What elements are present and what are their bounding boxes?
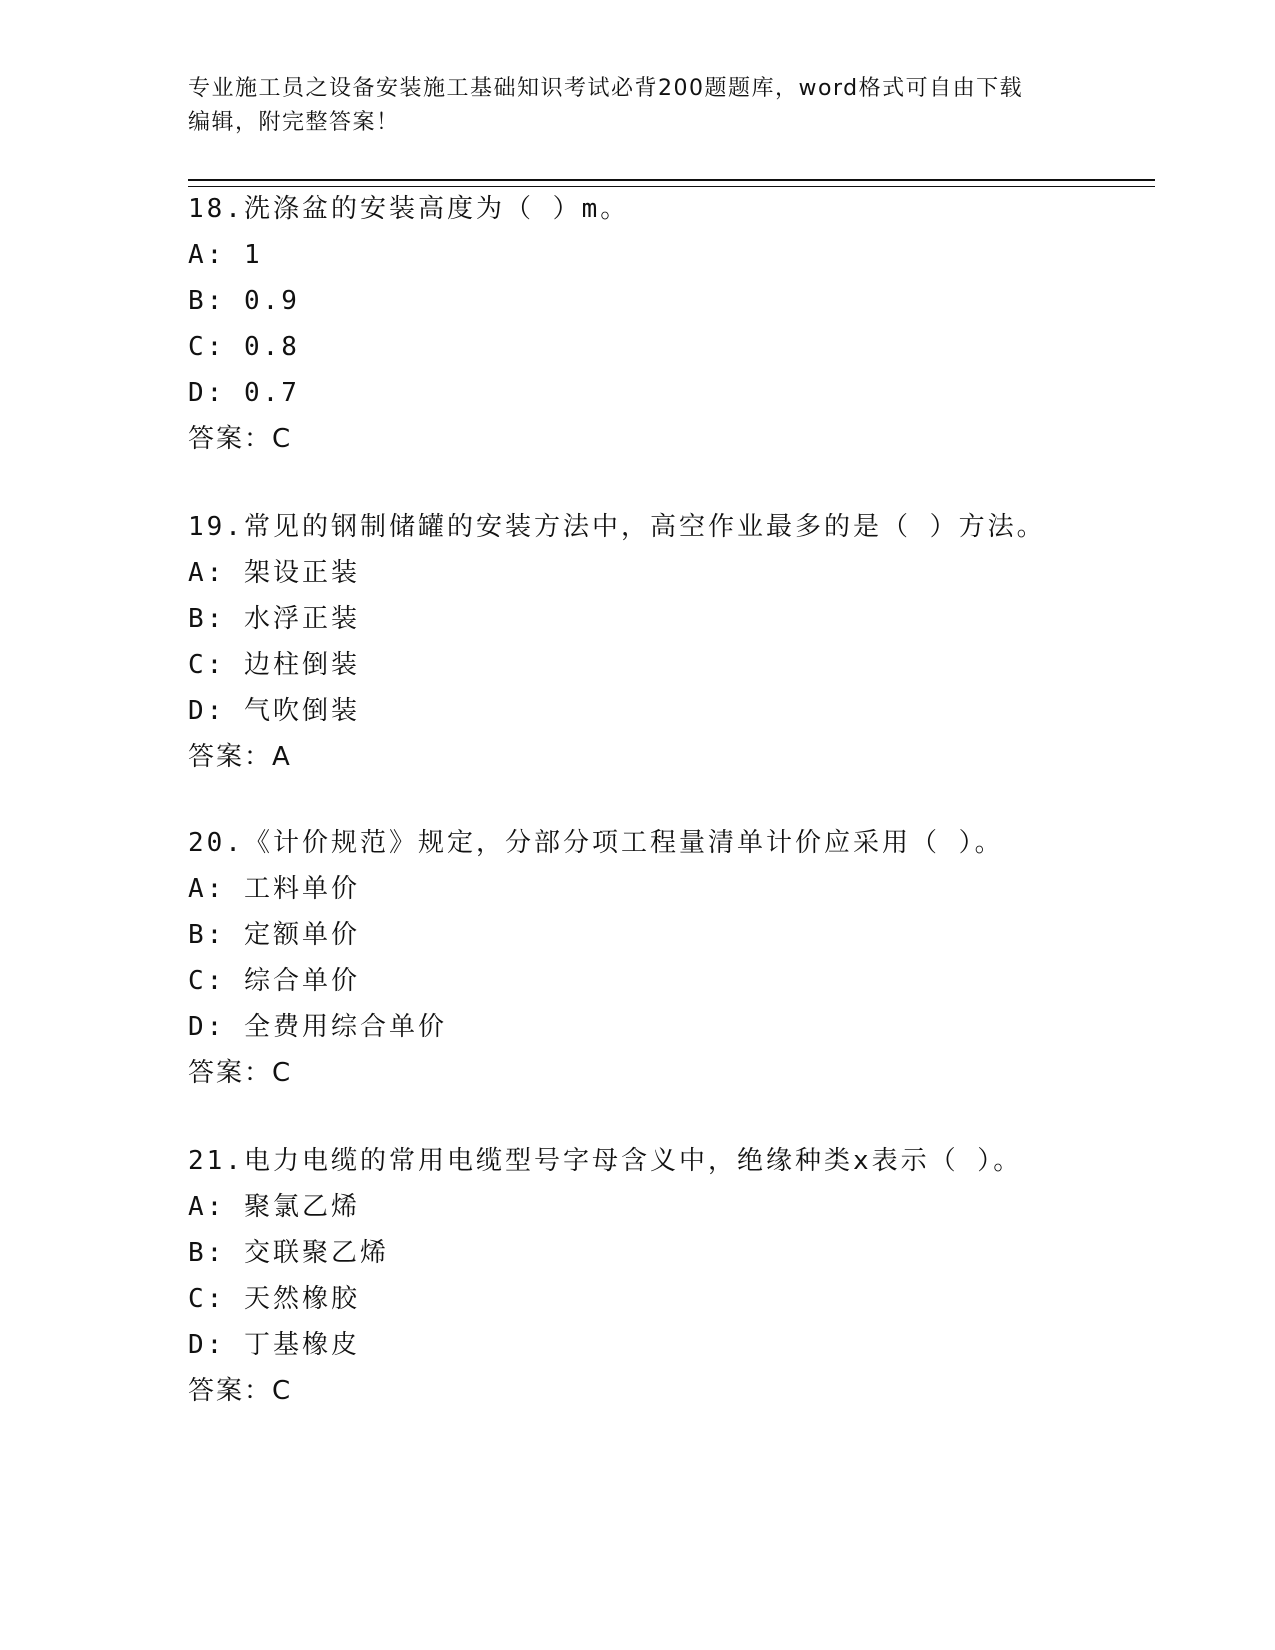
option-b: B: 0.9 — [188, 286, 300, 316]
option-a: A: 1 — [188, 240, 263, 270]
option-d: D: 0.7 — [188, 378, 300, 408]
option-b: B: 水浮正装 — [188, 604, 360, 634]
option-d: D: 气吹倒装 — [188, 696, 360, 726]
option-c: C: 综合单价 — [188, 966, 360, 996]
option-a: A: 架设正装 — [188, 558, 360, 588]
option-b: B: 定额单价 — [188, 920, 360, 950]
answer-line: 答案：C — [188, 424, 293, 454]
header-line-2: 编辑，附完整答案！ — [188, 110, 400, 135]
document-header — [188, 72, 1088, 140]
option-c: C: 天然橡胶 — [188, 1284, 360, 1314]
question-title: 20.《计价规范》规定，分部分项工程量清单计价应采用（ ）。 — [188, 828, 1004, 858]
question-title: 18.洗涤盆的安装高度为（ ）m。 — [188, 194, 630, 224]
question-title: 19.常见的钢制储罐的安装方法中，高空作业最多的是（ ）方法。 — [188, 512, 1046, 542]
option-d: D: 全费用综合单价 — [188, 1012, 447, 1042]
question-19 — [188, 504, 1148, 780]
question-21 — [188, 1138, 1148, 1414]
option-c: C: 边柱倒装 — [188, 650, 360, 680]
option-a: A: 聚氯乙烯 — [188, 1192, 360, 1222]
question-18 — [188, 186, 1148, 462]
question-20 — [188, 820, 1148, 1096]
answer-line: 答案：C — [188, 1058, 293, 1088]
answer-line: 答案：A — [188, 742, 292, 772]
answer-line: 答案：C — [188, 1376, 293, 1406]
header-line-1: 专业施工员之设备安装施工基础知识考试必背200题题库，word格式可自由下载 — [188, 76, 1024, 101]
option-b: B: 交联聚乙烯 — [188, 1238, 389, 1268]
option-a: A: 工料单价 — [188, 874, 360, 904]
option-d: D: 丁基橡皮 — [188, 1330, 360, 1360]
question-title: 21.电力电缆的常用电缆型号字母含义中，绝缘种类x表示（ ）。 — [188, 1146, 1023, 1176]
option-c: C: 0.8 — [188, 332, 300, 362]
